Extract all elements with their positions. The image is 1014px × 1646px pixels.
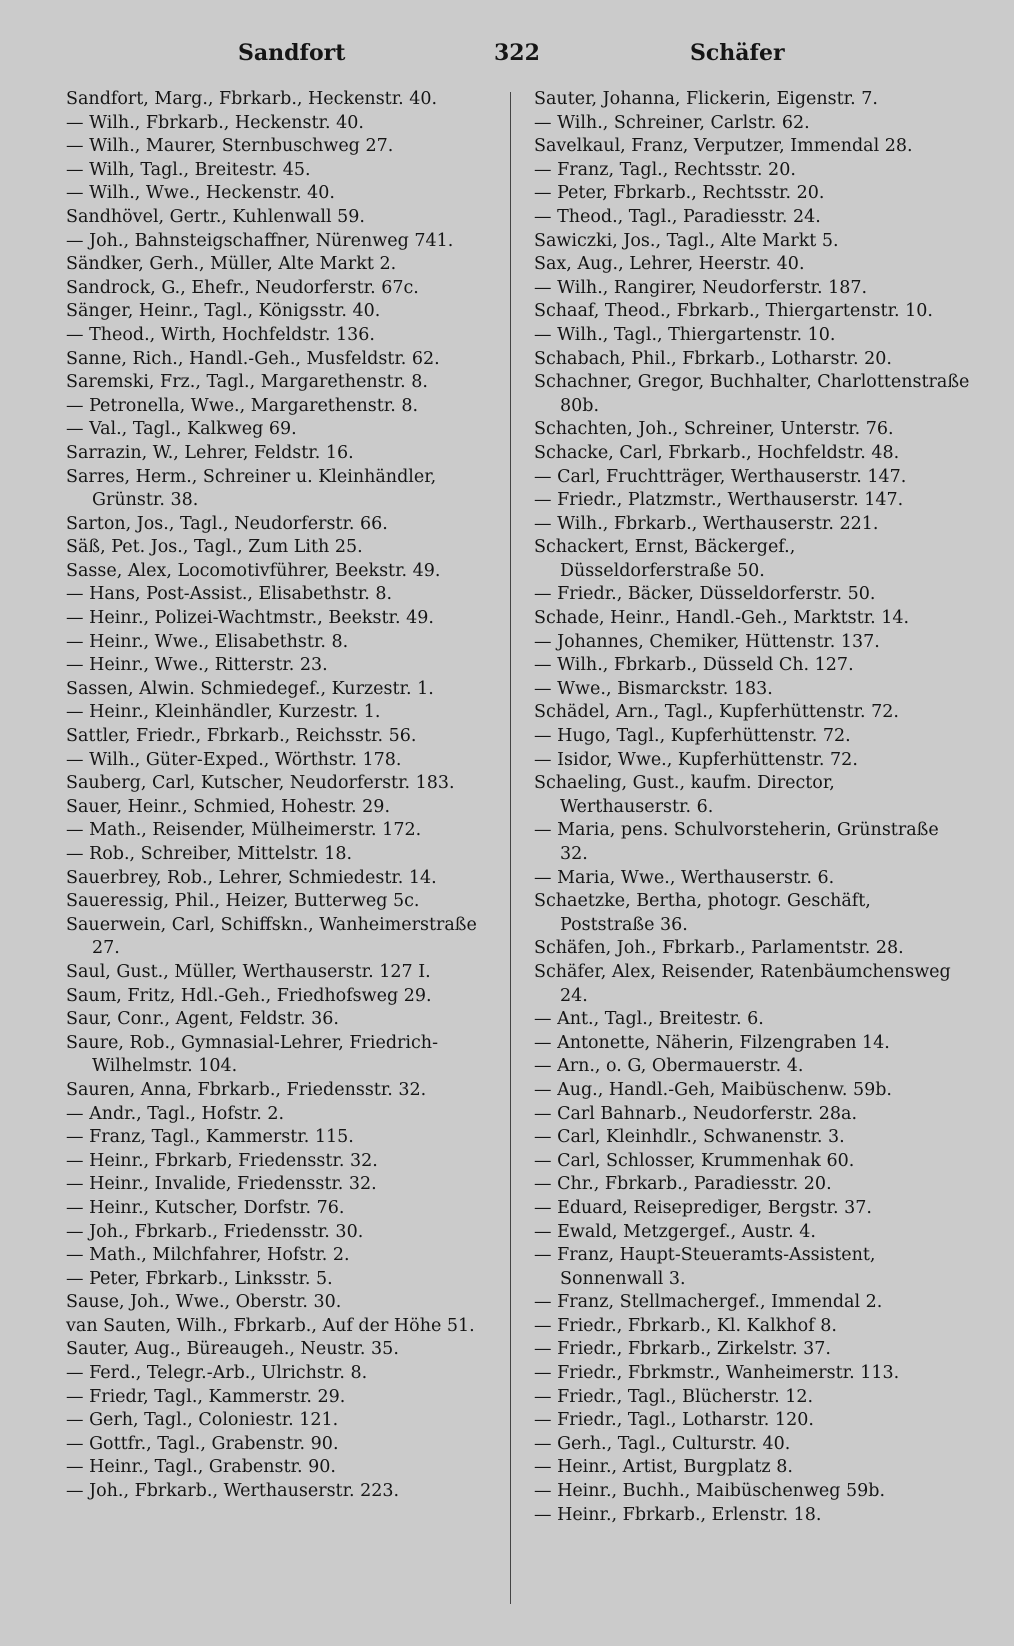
running-head-right: Schäfer	[690, 40, 785, 66]
directory-entry: Schaaf, Theod., Fbrkarb., Thiergartenstr. 10.	[534, 301, 933, 322]
directory-entry: — Friedr, Tagl., Kammerstr. 29.	[66, 1386, 346, 1407]
directory-entry: — Wilh., Fbrkarb., Düsseld Ch. 127.	[534, 655, 854, 676]
directory-entry: Sandhövel, Gertr., Kuhlenwall 59.	[66, 206, 365, 227]
directory-entry: — Wilh., Fbrkarb., Werthauserstr. 221.	[534, 513, 879, 534]
directory-entry: — Carl, Schlosser, Krummenhak 60.	[534, 1150, 855, 1171]
directory-entry: — Wilh., Rangirer, Neudorferstr. 187.	[534, 277, 868, 298]
directory-entry: — Gerh., Tagl., Culturstr. 40.	[534, 1433, 791, 1454]
directory-entry: Sanne, Rich., Handl.-Geh., Musfeldstr. 62.	[66, 348, 440, 369]
directory-entry: — Wilh., Maurer, Sternbuschweg 27.	[66, 136, 394, 157]
directory-entry: Schackert, Ernst, Bäckergef., Düsseldorferstraße 50.	[534, 537, 796, 581]
directory-entry: — Heinr., Kutscher, Dorfstr. 76.	[66, 1197, 345, 1218]
directory-entry: — Andr., Tagl., Hofstr. 2.	[66, 1103, 285, 1124]
directory-entry: — Friedr., Fbrkmstr., Wanheimerstr. 113.	[534, 1363, 900, 1384]
directory-entry: Sauter, Johanna, Flickerin, Eigenstr. 7.	[534, 89, 878, 109]
directory-entry: Sattler, Friedr., Fbrkarb., Reichsstr. 56.	[66, 726, 417, 747]
directory-entry: — Heinr., Wwe., Elisabethstr. 8.	[66, 631, 349, 652]
directory-entry: Sauberg, Carl, Kutscher, Neudorferstr. 183.	[66, 773, 455, 794]
directory-entry: Sauren, Anna, Fbrkarb., Friedensstr. 32.	[66, 1079, 427, 1100]
directory-entry: Saueressig, Phil., Heizer, Butterweg 5c.	[66, 891, 420, 912]
directory-entry: Schaetzke, Bertha, photogr. Geschäft, Poststraße 36.	[534, 891, 871, 935]
directory-entry: — Petronella, Wwe., Margarethenstr. 8.	[66, 395, 419, 416]
directory-entry: — Wilh., Fbrkarb., Heckenstr. 40.	[66, 112, 364, 133]
directory-entry: — Ant., Tagl., Breitestr. 6.	[534, 1009, 764, 1030]
directory-entry: Schädel, Arn., Tagl., Kupferhüttenstr. 72.	[534, 702, 899, 723]
directory-entry: Sause, Joh., Wwe., Oberstr. 30.	[66, 1292, 342, 1313]
directory-entry: — Heinr., Buchh., Maibüschenweg 59b.	[534, 1481, 886, 1502]
directory-entry: Sauerbrey, Rob., Lehrer, Schmiedestr. 14.	[66, 867, 437, 888]
directory-entry: — Wwe., Bismarckstr. 183.	[534, 678, 773, 699]
directory-entry: Sawiczki, Jos., Tagl., Alte Markt 5.	[534, 230, 839, 251]
directory-entry: Schäfer, Alex, Reisender, Ratenbäumchensweg 24.	[534, 961, 951, 1006]
directory-entry: Sarres, Herm., Schreiner u. Kleinhändler, Grünstr. 38.	[66, 466, 437, 511]
directory-entry: Sauter, Aug., Büreaugeh., Neustr. 35.	[66, 1339, 399, 1360]
directory-entry: Schachner, Gregor, Buchhalter, Charlottenstraße 80b.	[534, 372, 970, 416]
column-divider	[510, 92, 511, 1604]
directory-entry: — Heinr., Fbrkarb., Erlenstr. 18.	[534, 1504, 822, 1525]
page-header	[0, 36, 1014, 76]
directory-entry: — Eduard, Reiseprediger, Bergstr. 37.	[534, 1197, 872, 1218]
directory-entry: — Isidor, Wwe., Kupferhüttenstr. 72.	[534, 749, 858, 770]
directory-entry: Sauer, Heinr., Schmied, Hohestr. 29.	[66, 796, 391, 817]
right-column	[534, 88, 970, 1527]
directory-entry: — Friedr., Fbrkarb., Zirkelstr. 37.	[534, 1339, 831, 1360]
directory-entry: Saur, Conr., Agent, Feldstr. 36.	[66, 1009, 339, 1030]
directory-entry: Säß, Pet. Jos., Tagl., Zum Lith 25.	[66, 537, 363, 558]
directory-entry: — Friedr., Tagl., Lotharstr. 120.	[534, 1410, 814, 1431]
directory-entry: Sassen, Alwin. Schmiedegef., Kurzestr. 1.	[66, 678, 434, 699]
directory-entry: — Maria, Wwe., Werthauserstr. 6.	[534, 867, 835, 888]
directory-entry: — Wilh, Tagl., Breitestr. 45.	[66, 159, 311, 180]
directory-entry: — Antonette, Näherin, Filzengraben 14.	[534, 1032, 890, 1053]
directory-entry: Schacke, Carl, Fbrkarb., Hochfeldstr. 48.	[534, 442, 900, 463]
directory-entry: — Joh., Fbrkarb., Friedensstr. 30.	[66, 1221, 364, 1242]
directory-entry: — Heinr., Wwe., Ritterstr. 23.	[66, 655, 328, 676]
directory-entry: — Gottfr., Tagl., Grabenstr. 90.	[66, 1433, 339, 1454]
directory-entry: — Friedr., Fbrkarb., Kl. Kalkhof 8.	[534, 1315, 837, 1336]
running-head-left: Sandfort	[238, 40, 346, 66]
directory-entry: — Peter, Fbrkarb., Rechtsstr. 20.	[534, 183, 825, 204]
directory-entry: Schäfen, Joh., Fbrkarb., Parlamentstr. 28.	[534, 938, 904, 959]
directory-entry: — Friedr., Tagl., Blücherstr. 12.	[534, 1386, 814, 1407]
directory-entry: — Carl, Kleinhdlr., Schwanenstr. 3.	[534, 1127, 845, 1148]
directory-entry: — Math., Milchfahrer, Hofstr. 2.	[66, 1245, 350, 1266]
directory-entry: — Theod., Tagl., Paradiesstr. 24.	[534, 206, 821, 227]
directory-entry: — Hans, Post-Assist., Elisabethstr. 8.	[66, 584, 393, 605]
directory-entry: Sarton, Jos., Tagl., Neudorferstr. 66.	[66, 513, 388, 534]
directory-entry: — Heinr., Kleinhändler, Kurzestr. 1.	[66, 702, 381, 723]
directory-entry: — Friedr., Bäcker, Düsseldorferstr. 50.	[534, 584, 876, 605]
directory-entry: — Aug., Handl.-Geh, Maibüschenw. 59b.	[534, 1079, 892, 1100]
directory-entry: Sax, Aug., Lehrer, Heerstr. 40.	[534, 254, 805, 275]
directory-entry: — Val., Tagl., Kalkweg 69.	[66, 419, 297, 440]
directory-entry: Schade, Heinr., Handl.-Geh., Marktstr. 14.	[534, 608, 910, 629]
directory-entry: — Math., Reisender, Mülheimerstr. 172.	[66, 820, 422, 841]
directory-entry: van Sauten, Wilh., Fbrkarb., Auf der Höhe 51.	[66, 1315, 475, 1336]
directory-entry: Sandfort, Marg., Fbrkarb., Heckenstr. 40.	[66, 89, 438, 109]
directory-entry: — Wilh., Wwe., Heckenstr. 40.	[66, 183, 335, 204]
directory-entry: — Heinr., Fbrkarb, Friedensstr. 32.	[66, 1150, 378, 1171]
directory-entry: — Joh., Fbrkarb., Werthauserstr. 223.	[66, 1481, 400, 1502]
directory-entry: Sarrazin, W., Lehrer, Feldstr. 16.	[66, 442, 354, 463]
directory-entry: Sandrock, G., Ehefr., Neudorferstr. 67c.	[66, 277, 419, 298]
directory-entry: Schaeling, Gust., kaufm. Director, Werthauserstr. 6.	[534, 773, 835, 817]
directory-entry: — Franz, Stellmachergef., Immendal 2.	[534, 1292, 883, 1313]
directory-entry: — Franz, Tagl., Kammerstr. 115.	[66, 1127, 354, 1148]
directory-entry: — Heinr., Invalide, Friedensstr. 32.	[66, 1174, 377, 1195]
directory-entry: — Carl Bahnarb., Neudorferstr. 28a.	[534, 1103, 858, 1124]
directory-entry: — Carl, Fruchtträger, Werthauserstr. 147.	[534, 466, 907, 487]
directory-entry: Schachten, Joh., Schreiner, Unterstr. 76.	[534, 419, 894, 440]
directory-entry: — Wilh., Schreiner, Carlstr. 62.	[534, 112, 810, 133]
directory-entry: — Heinr., Tagl., Grabenstr. 90.	[66, 1457, 336, 1478]
directory-entry: Savelkaul, Franz, Verputzer, Immendal 28.	[534, 136, 913, 157]
directory-entry: — Wilh., Tagl., Thiergartenstr. 10.	[534, 324, 836, 345]
directory-entry: — Heinr., Artist, Burgplatz 8.	[534, 1457, 793, 1478]
directory-entry: — Rob., Schreiber, Mittelstr. 18.	[66, 844, 353, 864]
directory-entry: Saul, Gust., Müller, Werthauserstr. 127 I.	[66, 961, 431, 982]
directory-entry: Saum, Fritz, Hdl.-Geh., Friedhofsweg 29.	[66, 985, 432, 1006]
directory-entry: Sauerwein, Carl, Schiffskn., Wanheimerstraße 27.	[66, 914, 477, 959]
directory-entry: — Maria, pens. Schulvorsteherin, Grünstraße 32.	[534, 820, 939, 864]
directory-entry: Schabach, Phil., Fbrkarb., Lotharstr. 20.	[534, 348, 892, 369]
directory-entry: — Wilh., Güter-Exped., Wörthstr. 178.	[66, 749, 402, 770]
directory-entry: — Friedr., Platzmstr., Werthauserstr. 147.	[534, 490, 904, 511]
left-column	[66, 88, 502, 1504]
directory-entry: — Hugo, Tagl., Kupferhüttenstr. 72.	[534, 726, 851, 747]
directory-entry: — Theod., Wirth, Hochfeldstr. 136.	[66, 324, 375, 345]
directory-entry: Saremski, Frz., Tagl., Margarethenstr. 8.	[66, 372, 428, 393]
directory-entry: — Gerh, Tagl., Coloniestr. 121.	[66, 1410, 339, 1431]
directory-entry: — Heinr., Polizei-Wachtmstr., Beekstr. 49.	[66, 608, 434, 629]
directory-entry: Sändker, Gerh., Müller, Alte Markt 2.	[66, 254, 397, 275]
directory-entry: Sänger, Heinr., Tagl., Königsstr. 40.	[66, 301, 381, 322]
directory-entry: — Franz, Tagl., Rechtsstr. 20.	[534, 159, 796, 180]
directory-entry: — Arn., o. G, Obermauerstr. 4.	[534, 1056, 804, 1077]
directory-entry: — Ferd., Telegr.-Arb., Ulrichstr. 8.	[66, 1363, 368, 1384]
directory-entry: — Franz, Haupt-Steueramts-Assistent, Sonnenwall 3.	[534, 1245, 876, 1289]
directory-entry: — Johannes, Chemiker, Hüttenstr. 137.	[534, 631, 880, 652]
directory-entry: — Joh., Bahnsteigschaffner, Nürenweg 741.	[66, 230, 454, 251]
directory-entry: — Peter, Fbrkarb., Linksstr. 5.	[66, 1268, 333, 1289]
directory-entry: Saure, Rob., Gymnasial-Lehrer, Friedrich-Wilhelmstr. 104.	[66, 1032, 438, 1077]
directory-entry: — Chr., Fbrkarb., Paradiesstr. 20.	[534, 1174, 832, 1195]
directory-entry: — Ewald, Metzgergef., Austr. 4.	[534, 1221, 816, 1242]
page-number: 322	[494, 40, 540, 66]
directory-entry: Sasse, Alex, Locomotivführer, Beekstr. 49.	[66, 560, 441, 581]
